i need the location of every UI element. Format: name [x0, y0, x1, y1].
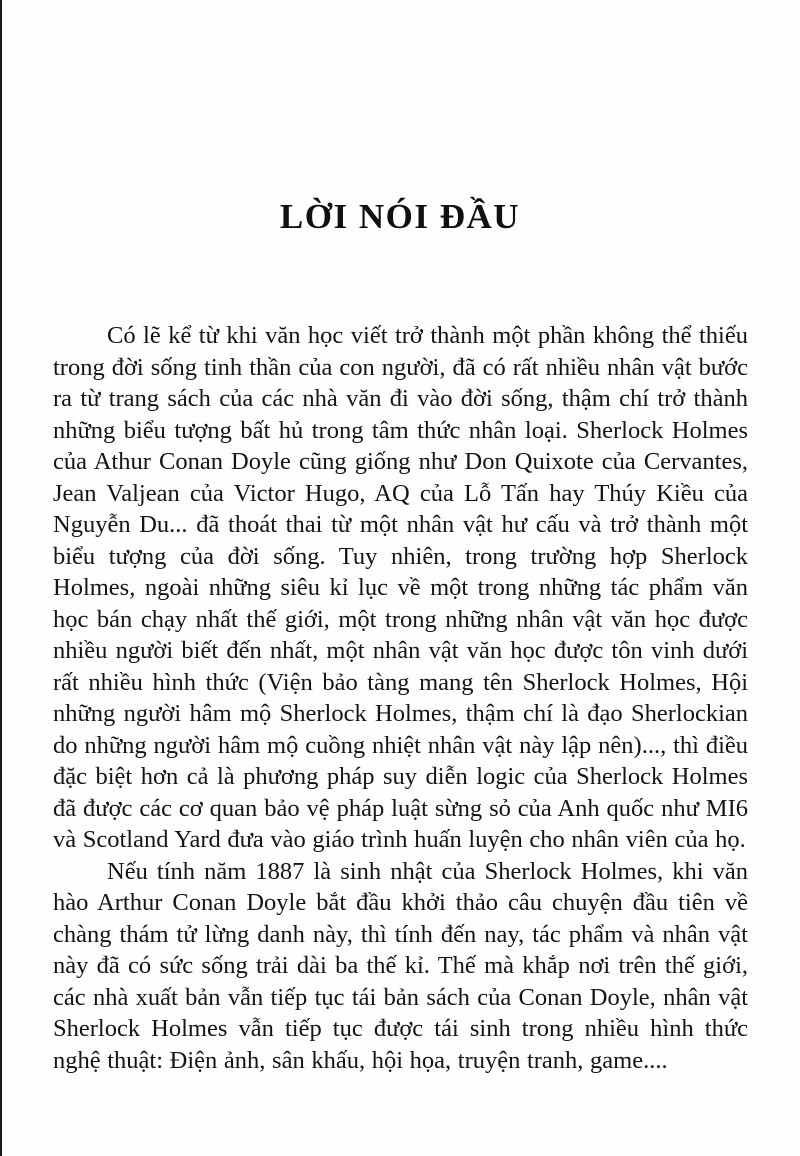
paragraph-1: Có lẽ kể từ khi văn học viết trở thành một phần không thể thiếu trong đời sống tinh thần của con người, đã có rất nhiều nhân vật bước ra từ trang sách của các nhà văn đi vào đời sống, thậm chí trở thành những biểu tượng bất hủ trong tâm thức nhân loại. Sherlock Holmes của Athur Conan Doyle cũng giống như Don Quixote của Cervantes, Jean Valjean của Victor Hugo, AQ của Lỗ Tấn hay Thúy Kiều của Nguyễn Du... đã thoát thai từ một nhân vật hư cấu và trở thành một biểu tượng của đời sống. Tuy nhiên, trong trường hợp Sherlock Holmes, ngoài những siêu kỉ lục về một trong những tác phẩm văn học bán chạy nhất thế giới, một trong những nhân vật văn học được nhiều người biết đến nhất, một nhân vật văn học được tôn vinh dưới rất nhiều hình thức (Viện bảo tàng mang tên Sherlock Holmes, Hội những người hâm mộ Sherlock Holmes, thậm chí là đạo Sherlockian do những người hâm mộ cuồng nhiệt nhân vật này lập nên)..., thì điều đặc biệt hơn cả là phương pháp suy diễn logic của Sherlock Holmes đã được các cơ quan bảo vệ pháp luật sừng sỏ của Anh quốc như MI6 và Scotland Yard đưa vào giáo trình huấn luyện cho nhân viên của họ. — [53, 322, 748, 853]
scan-edge-line — [0, 0, 2, 1156]
page-body — [53, 320, 748, 1076]
paragraph-2: Nếu tính năm 1887 là sinh nhật của Sherlock Holmes, khi văn hào Arthur Conan Doyle bắt đầu khởi thảo câu chuyện đầu tiên về chàng thám tử lừng danh này, thì tính đến nay, tác phẩm và nhân vật này đã có sức sống trải dài ba thế kỉ. Thế mà khắp nơi trên thế giới, các nhà xuất bản vẫn tiếp tục tái bản sách của Conan Doyle, nhân vật Sherlock Holmes vẫn tiếp tục được tái sinh trong nhiều hình thức nghệ thuật: Điện ảnh, sân khấu, hội họa, truyện tranh, game.... — [53, 857, 748, 1074]
chapter-title: LỜI NÓI ĐẦU — [279, 197, 521, 236]
